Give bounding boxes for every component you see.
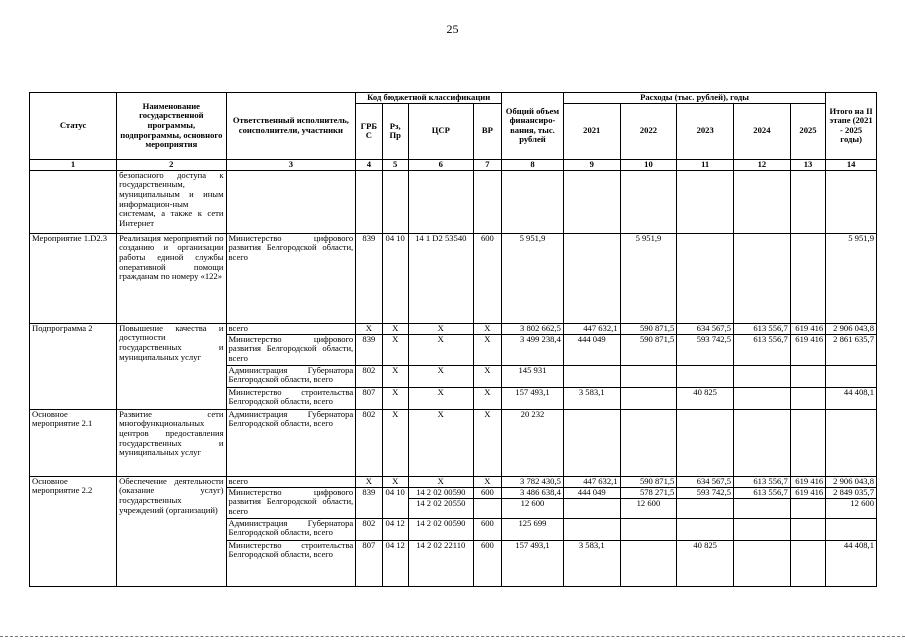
cell-itogo <box>826 518 877 540</box>
cell-2024: 613 556,7 <box>734 323 791 334</box>
cell-itogo: 2 849 035,7 <box>826 487 877 498</box>
cell-grbs: 802 <box>356 518 382 540</box>
cell-rzpr: 04 10 <box>382 487 408 518</box>
cell-2024: 613 556,7 <box>734 476 791 487</box>
cell-2021: 3 583,1 <box>563 540 620 586</box>
cell-rzpr: Х <box>382 476 408 487</box>
header-itogo: Итого на II этапе (2021 - 2025 годы) <box>826 93 877 160</box>
cell-2021 <box>563 409 620 476</box>
cell-csr: 14 2 02 00590 <box>408 487 473 498</box>
cell-2025: 619 416 <box>790 476 825 487</box>
table-row <box>30 233 877 323</box>
cell-itogo: 2 906 043,8 <box>826 323 877 334</box>
cell-status: Основное мероприятие 2.2 <box>30 476 117 586</box>
cell-total: 3 802 662,5 <box>502 323 564 334</box>
table-row <box>30 323 877 334</box>
cell-2024 <box>734 518 791 540</box>
cell-2024 <box>734 540 791 586</box>
cell-grbs: Х <box>356 476 382 487</box>
cell-csr: Х <box>408 476 473 487</box>
cell-rzpr: 04 12 <box>382 540 408 586</box>
page-number: 25 <box>446 22 459 36</box>
cell-vr: 600 <box>473 487 501 498</box>
cell-vr <box>473 498 501 518</box>
cell-2022: 590 871,5 <box>620 476 677 487</box>
cell-2021 <box>563 498 620 518</box>
cell-itogo: 2 906 043,8 <box>826 476 877 487</box>
cell-csr: 14 2 02 20550 <box>408 498 473 518</box>
cell-rzpr: Х <box>382 365 408 387</box>
cell-vr: Х <box>473 365 501 387</box>
cell-vr: 600 <box>473 518 501 540</box>
cell-grbs: 802 <box>356 409 382 476</box>
cell-total: 3 499 238,4 <box>502 334 564 365</box>
header-2021: 2021 <box>563 103 620 159</box>
cell-executor: Министерство цифрового развития Белгородской области, всего <box>226 334 356 365</box>
cell-rzpr: Х <box>382 409 408 476</box>
cell-total: 157 493,1 <box>502 540 564 586</box>
cell-itogo: 5 951,9 <box>826 233 877 323</box>
cell-rzpr: Х <box>382 323 408 334</box>
header-row-1 <box>30 93 877 104</box>
cell-vr: 600 <box>473 540 501 586</box>
cell-total: 20 232 <box>502 409 564 476</box>
cell-csr: 14 2 02 00590 <box>408 518 473 540</box>
cell-total: 3 486 638,4 <box>502 487 564 498</box>
cell-rzpr: Х <box>382 387 408 409</box>
cell-2022 <box>620 387 677 409</box>
cell-2021 <box>563 365 620 387</box>
header-status: Статус <box>30 93 117 160</box>
column-number-row <box>30 159 877 170</box>
cell-executor: Министерство цифрового развития Белгородской области, всего <box>226 233 356 323</box>
cell-executor: всего <box>226 323 356 334</box>
cell-csr: Х <box>408 409 473 476</box>
table-row <box>30 409 877 476</box>
cell-2023 <box>677 365 734 387</box>
cell-2024 <box>734 233 791 323</box>
cell-2023 <box>677 409 734 476</box>
header-2024: 2024 <box>734 103 791 159</box>
col-num: 7 <box>473 159 501 170</box>
cell-itogo: 12 600 <box>826 498 877 518</box>
header-vr: ВР <box>473 103 501 159</box>
cell-itogo <box>826 409 877 476</box>
cell-name: Реализация мероприятий по созданию и организации работы единой службы оперативной помощи гражданам по номеру «122» <box>117 233 226 323</box>
cell-2021: 444 049 <box>563 334 620 365</box>
cell-status: Основное мероприятие 2.1 <box>30 409 117 476</box>
cell-2022: 5 951,9 <box>620 233 677 323</box>
cell-executor <box>226 170 356 233</box>
cell-2021 <box>563 518 620 540</box>
cell-grbs: 839 <box>356 487 382 518</box>
cell-2025: 619 416 <box>790 323 825 334</box>
cell-2024 <box>734 409 791 476</box>
cell-2023 <box>677 233 734 323</box>
cell-2022: 590 871,5 <box>620 323 677 334</box>
cell-2022 <box>620 365 677 387</box>
cell-csr: 14 2 02 22110 <box>408 540 473 586</box>
cell-name: Обеспечение деятельности (оказание услуг) государственных учреждений (организаций) <box>117 476 226 586</box>
cell-csr: 14 1 D2 53540 <box>408 233 473 323</box>
col-num: 4 <box>356 159 382 170</box>
cell-2024: 613 556,7 <box>734 487 791 498</box>
cell-vr: Х <box>473 323 501 334</box>
col-num: 10 <box>620 159 677 170</box>
cell-rzpr: Х <box>382 334 408 365</box>
cell-2021: 447 632,1 <box>563 476 620 487</box>
col-num: 11 <box>677 159 734 170</box>
table-row <box>30 476 877 487</box>
col-num: 3 <box>226 159 356 170</box>
cell-rzpr: 04 12 <box>382 518 408 540</box>
cell-2023 <box>677 518 734 540</box>
col-num: 9 <box>563 159 620 170</box>
cell-status <box>30 170 117 233</box>
cell-2025 <box>790 518 825 540</box>
cell-itogo <box>826 365 877 387</box>
bottom-rule <box>0 636 905 637</box>
header-rzpr: Рз, Пр <box>382 103 408 159</box>
cell-csr: Х <box>408 387 473 409</box>
cell-csr: Х <box>408 365 473 387</box>
header-executor: Ответственный исполнитель, соисполнители, участники <box>226 93 356 160</box>
col-num: 5 <box>382 159 408 170</box>
cell-grbs: 839 <box>356 334 382 365</box>
cell-grbs: Х <box>356 323 382 334</box>
cell-2022 <box>620 540 677 586</box>
budget-table <box>29 92 877 587</box>
header-grbs: ГРБС <box>356 103 382 159</box>
cell-2023: 634 567,5 <box>677 323 734 334</box>
cell-2025 <box>790 233 825 323</box>
cell-2023 <box>677 498 734 518</box>
cell-grbs: 807 <box>356 540 382 586</box>
cell-total: 145 931 <box>502 365 564 387</box>
cell-2022: 12 600 <box>620 498 677 518</box>
cell-total: 5 951,9 <box>502 233 564 323</box>
cell-total: 157 493,1 <box>502 387 564 409</box>
cell-rzpr: 04 10 <box>382 233 408 323</box>
col-num: 8 <box>502 159 564 170</box>
cell-2023: 593 742,5 <box>677 334 734 365</box>
cell-itogo: 44 408,1 <box>826 540 877 586</box>
cell-2025 <box>790 387 825 409</box>
cell-2025 <box>790 498 825 518</box>
cell-itogo: 2 861 635,7 <box>826 334 877 365</box>
cell-grbs: 802 <box>356 365 382 387</box>
cell-executor: Министерство строительства Белгородской области, всего <box>226 540 356 586</box>
cell-itogo: 44 408,1 <box>826 387 877 409</box>
cell-name: Повышение качества и доступности государственных и муниципальных услуг <box>117 323 226 409</box>
cell-executor: всего <box>226 476 356 487</box>
cell-status: Мероприятие 1.D2.3 <box>30 233 117 323</box>
cell-2024 <box>734 365 791 387</box>
cell-2021: 447 632,1 <box>563 323 620 334</box>
col-num: 12 <box>734 159 791 170</box>
header-2022: 2022 <box>620 103 677 159</box>
cell-vr: Х <box>473 409 501 476</box>
cell-csr: Х <box>408 334 473 365</box>
cell-grbs: 807 <box>356 387 382 409</box>
cell-2025: 619 416 <box>790 487 825 498</box>
cell-executor: Министерство строительства Белгородской области, всего <box>226 387 356 409</box>
cell-executor: Администрация Губернатора Белгородской области, всего <box>226 409 356 476</box>
header-code-group: Код бюджетной классификации <box>356 93 502 104</box>
cell-2025 <box>790 540 825 586</box>
cell-executor: Министерство цифрового развития Белгородской области, всего <box>226 487 356 518</box>
cell-2023: 40 825 <box>677 540 734 586</box>
cell-2024 <box>734 387 791 409</box>
cell-vr: Х <box>473 334 501 365</box>
cell-2023: 634 567,5 <box>677 476 734 487</box>
cell-total: 125 699 <box>502 518 564 540</box>
cell-2022 <box>620 518 677 540</box>
cell-2023: 40 825 <box>677 387 734 409</box>
cell-2024: 613 556,7 <box>734 334 791 365</box>
cell-executor: Администрация Губернатора Белгородской области, всего <box>226 365 356 387</box>
cell-vr: 600 <box>473 233 501 323</box>
col-num: 14 <box>826 159 877 170</box>
cell-2025: 619 416 <box>790 334 825 365</box>
cell-2024 <box>734 498 791 518</box>
header-2023: 2023 <box>677 103 734 159</box>
cell-executor: Администрация Губернатора Белгородской области, всего <box>226 518 356 540</box>
cell-2021: 444 049 <box>563 487 620 498</box>
col-num: 1 <box>30 159 117 170</box>
cell-name: безопасного доступа к государственным, муниципальным и иным информацион-ным системам, а также к сети Интернет <box>117 170 226 233</box>
header-2025: 2025 <box>790 103 825 159</box>
cell-csr: Х <box>408 323 473 334</box>
cell-vr: Х <box>473 387 501 409</box>
table-row <box>30 170 877 233</box>
cell-2021: 3 583,1 <box>563 387 620 409</box>
header-csr: ЦСР <box>408 103 473 159</box>
cell-2023: 593 742,5 <box>677 487 734 498</box>
cell-grbs: 839 <box>356 233 382 323</box>
cell-2025 <box>790 365 825 387</box>
cell-total: 12 600 <box>502 498 564 518</box>
header-expenses-group: Расходы (тыс. рублей), годы <box>563 93 825 104</box>
cell-total: 3 782 430,5 <box>502 476 564 487</box>
header-name: Наименование государственной программы, подпрограммы, основного мероприятия <box>117 93 226 160</box>
cell-status: Подпрограмма 2 <box>30 323 117 409</box>
col-num: 6 <box>408 159 473 170</box>
col-num: 13 <box>790 159 825 170</box>
cell-2022: 590 871,5 <box>620 334 677 365</box>
cell-2022: 578 271,5 <box>620 487 677 498</box>
cell-2025 <box>790 409 825 476</box>
cell-2022 <box>620 409 677 476</box>
col-num: 2 <box>117 159 226 170</box>
cell-name: Развитие сети многофункциональных центров предоставления государственных и муниципальных услуг <box>117 409 226 476</box>
cell-2021 <box>563 233 620 323</box>
header-total-funding: Общий объем финансиро-вания, тыс. рублей <box>502 93 564 160</box>
cell-vr: Х <box>473 476 501 487</box>
